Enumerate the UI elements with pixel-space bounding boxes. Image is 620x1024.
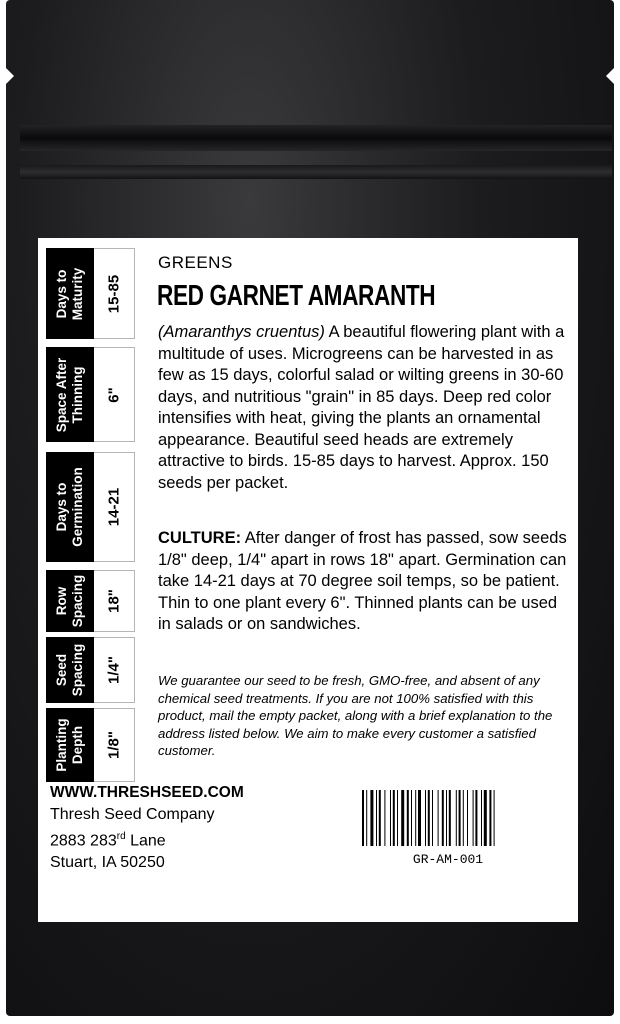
culture-instructions bbox=[158, 528, 573, 636]
barcode-bar bbox=[384, 790, 385, 846]
address-suffix: rd bbox=[116, 831, 126, 842]
stat-key bbox=[46, 248, 94, 339]
stat-key bbox=[46, 452, 94, 562]
barcode bbox=[362, 790, 534, 846]
barcode-bar bbox=[463, 790, 464, 846]
stat-seed-spacing bbox=[46, 637, 136, 703]
barcode-bar bbox=[438, 790, 439, 846]
stat-key-line2: Thinning bbox=[70, 366, 85, 423]
stat-value: 15-85 bbox=[105, 274, 123, 313]
company-info bbox=[50, 782, 244, 874]
barcode-bar bbox=[484, 790, 487, 846]
barcode-bar bbox=[379, 790, 381, 846]
company-name: Thresh Seed Company bbox=[50, 806, 215, 823]
barcode-number: GR-AM-001 bbox=[412, 852, 484, 867]
stat-value-box bbox=[94, 347, 135, 442]
barcode-bar bbox=[425, 790, 426, 846]
stat-key-line2: Spacing bbox=[70, 574, 85, 628]
barcode-bar bbox=[390, 790, 391, 846]
stat-key-line1: Seed bbox=[54, 653, 69, 687]
stat-key-line1: Days to bbox=[54, 269, 69, 318]
barcode-bar bbox=[397, 790, 398, 846]
stat-value-box bbox=[94, 637, 135, 703]
barcode-bar bbox=[442, 790, 444, 846]
stat-planting-depth bbox=[46, 708, 136, 782]
product-description bbox=[158, 322, 573, 494]
barcode-bar bbox=[467, 790, 468, 846]
description-text: A beautiful flowering plant with a multitude of uses. Microgreens can be harvested in as few as 15 days, colorful salad or wilting greens in 30-60 days, and nutritious "grain" in 85 days. Deep red color intensifies with heat, giving the plants an ornamental appearance. Beautiful seed heads are extremely attractive to birds. 15-85 days to harvest. Approx. 150 seeds per packet. bbox=[158, 323, 565, 492]
guarantee-text: We guarantee our seed to be fresh, GMO-free, and absent of any chemical seed treatments. If you are not 100% satisfied with this product, mail the empty packet, along with a brief explanation to the address listed below. We aim to make every customer a satisfied customer. bbox=[158, 673, 553, 758]
barcode-bar bbox=[401, 790, 404, 846]
stat-key-line1: Planting bbox=[54, 718, 69, 772]
stat-days-to-germination bbox=[46, 452, 136, 562]
barcode-bar bbox=[489, 790, 491, 846]
barcode-bar bbox=[473, 790, 474, 846]
barcode-bar bbox=[415, 790, 416, 846]
barcode-bar bbox=[366, 790, 367, 846]
barcode-bar bbox=[370, 790, 373, 846]
stat-key bbox=[46, 637, 94, 703]
barcode-bar bbox=[362, 790, 364, 846]
barcode-bar bbox=[407, 790, 409, 846]
address-number: 2883 283 bbox=[50, 832, 117, 850]
stat-key bbox=[46, 708, 94, 782]
stat-key-line1: Space After bbox=[54, 357, 69, 432]
culture-label: CULTURE: bbox=[158, 529, 242, 547]
culture-text: After danger of frost has passed, sow seeds 1/8" deep, 1/4" apart in rows 18" apart. Germination can take 14-21 days at 70 degree soil temps, so be patient. Thin to one plant every 6". Thinned plants can be used in salads or on sandwiches. bbox=[158, 529, 567, 633]
barcode-bar bbox=[459, 790, 461, 846]
category-label: GREENS bbox=[158, 253, 233, 272]
zipper-seal bbox=[20, 125, 612, 151]
stat-days-to-maturity bbox=[46, 248, 136, 339]
latin-name: (Amaranthys cruentus) bbox=[158, 323, 325, 341]
company-city: Stuart, IA 50250 bbox=[50, 854, 165, 872]
stat-value: 6" bbox=[105, 386, 123, 403]
barcode-bar bbox=[432, 790, 433, 846]
stat-value-box bbox=[94, 708, 135, 782]
company-address bbox=[50, 826, 244, 852]
barcode-bar bbox=[376, 790, 377, 846]
tear-notch-right bbox=[606, 68, 614, 84]
stat-value-box bbox=[94, 452, 135, 562]
zipper-track bbox=[20, 165, 612, 179]
stat-key-line2: Maturity bbox=[70, 267, 85, 320]
barcode-bar bbox=[449, 790, 451, 846]
barcode-bar bbox=[456, 790, 457, 846]
stat-value: 14-21 bbox=[105, 487, 123, 527]
stat-key-line2: Germination bbox=[70, 467, 85, 547]
stat-value: 18" bbox=[105, 589, 123, 613]
stat-key bbox=[46, 347, 94, 442]
stat-key-line1: Row bbox=[54, 586, 69, 616]
stat-value: 1/8" bbox=[105, 731, 123, 759]
barcode-bar bbox=[481, 790, 482, 846]
stat-row-spacing bbox=[46, 570, 136, 632]
stat-key-line2: Depth bbox=[70, 725, 85, 765]
stat-key bbox=[46, 570, 94, 632]
stat-value: 1/4" bbox=[105, 656, 123, 684]
barcode-bar bbox=[494, 790, 495, 846]
address-street: Lane bbox=[125, 832, 166, 850]
stat-value-box bbox=[94, 248, 135, 339]
barcode-bar bbox=[418, 790, 421, 846]
barcode-bar bbox=[428, 790, 430, 846]
stat-space-after-thinning bbox=[46, 347, 136, 442]
stat-key-line2: Spacing bbox=[70, 643, 85, 697]
barcode-bar bbox=[411, 790, 412, 846]
company-website: WWW.THRESHSEED.COM bbox=[50, 784, 244, 801]
barcode-bar bbox=[446, 790, 447, 846]
product-title: RED GARNET AMARANTH bbox=[157, 280, 436, 312]
barcode-bar bbox=[475, 790, 477, 846]
stat-key-line1: Days to bbox=[54, 482, 69, 532]
stat-value-box bbox=[94, 570, 135, 632]
packet-label bbox=[38, 238, 578, 922]
barcode-bar bbox=[393, 790, 395, 846]
tear-notch-left bbox=[6, 68, 14, 84]
